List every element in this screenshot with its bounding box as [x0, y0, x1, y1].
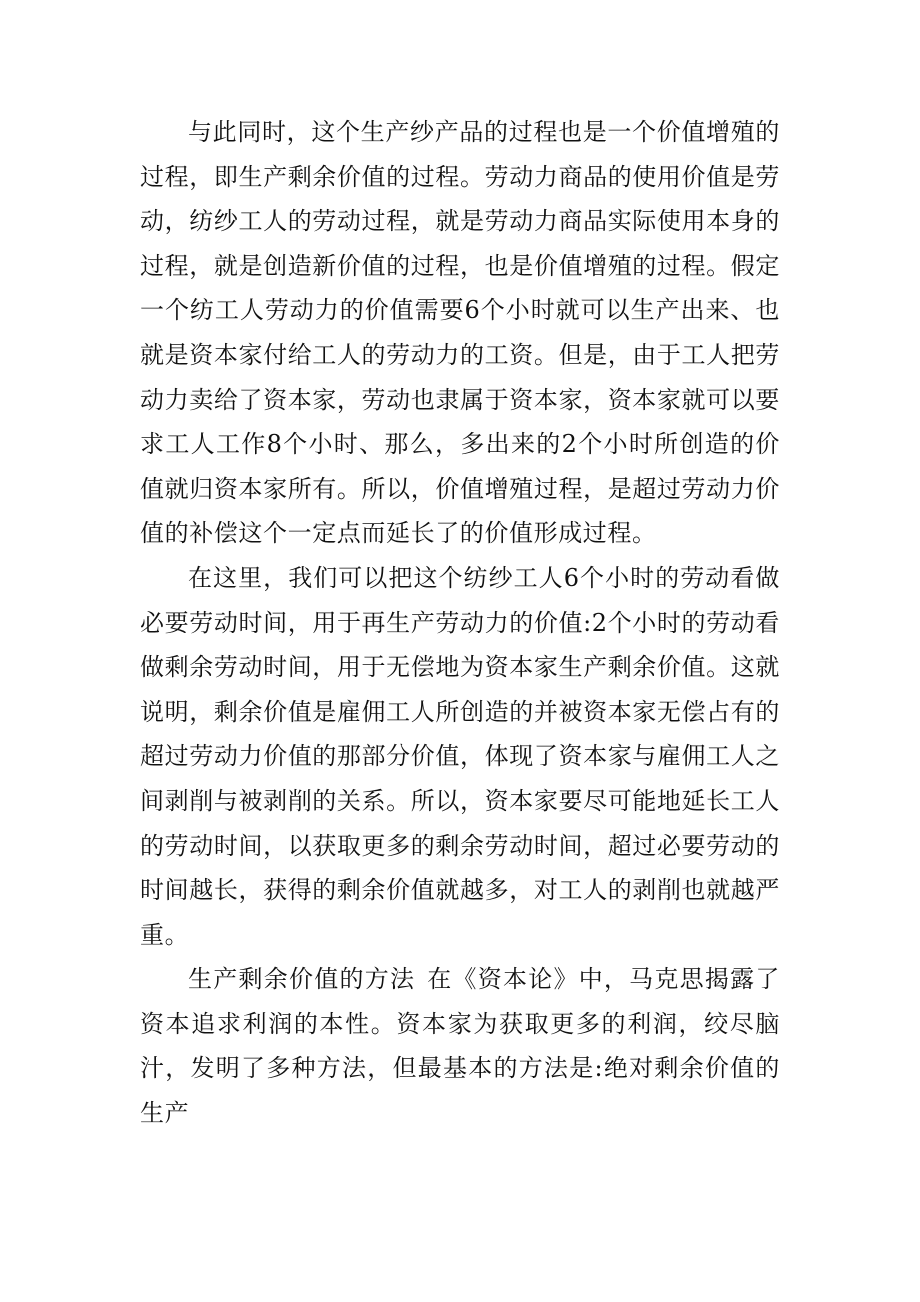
- paragraph-labor-time: [140, 556, 780, 957]
- paragraph-text: 在这里，我们可以把这个纺纱工人6个小时的劳动看做必要劳动时间，用于再生产劳动力的价值:2个小时的劳动看做剩余劳动时间，用于无偿地为资本家生产剩余价值。这就说明，剩余价值是雇佣工人所创造的并被资本家无偿占有的超过劳动力价值的那部分价值，体现了资本家与雇佣工人之间剥削与被剥削的关系。所以，资本家要尽可能地延长工人的劳动时间，以获取更多的剩余劳动时间，超过必要劳动的时间越长，获得的剩余价值就越多，对工人的剥削也就越严重。: [140, 563, 780, 949]
- paragraph-text: 在《资本论》中，马克思揭露了资本追求利润的本性。资本家为获取更多的利润，绞尽脑汁，发明了多种方法，但最基本的方法是:绝对剩余价值的生产: [140, 965, 781, 1128]
- section-heading: 生产剩余价值的方法: [188, 965, 416, 994]
- document-body: [140, 110, 780, 1136]
- paragraph-value-multiplication: [140, 110, 780, 556]
- paragraph-surplus-methods: [140, 957, 780, 1135]
- paragraph-text: 与此同时，这个生产纱产品的过程也是一个价值增殖的过程，即生产剩余价值的过程。劳动力商品的使用价值是劳动，纺纱工人的劳动过程，就是劳动力商品实际使用本身的过程，就是创造新价值的过程，也是价值增殖的过程。假定一个纺工人劳动力的价值需要6个小时就可以生产出来、也就是资本家付给工人的劳动力的工资。但是，由于工人把劳动力卖给了资本家，劳动也隶属于资本家，资本家就可以要求工人工作8个小时、那么，多出来的2个小时所创造的价值就归资本家所有。所以，价值增殖过程，是超过劳动力价值的补偿这个一定点而延长了的价值形成过程。: [140, 118, 780, 548]
